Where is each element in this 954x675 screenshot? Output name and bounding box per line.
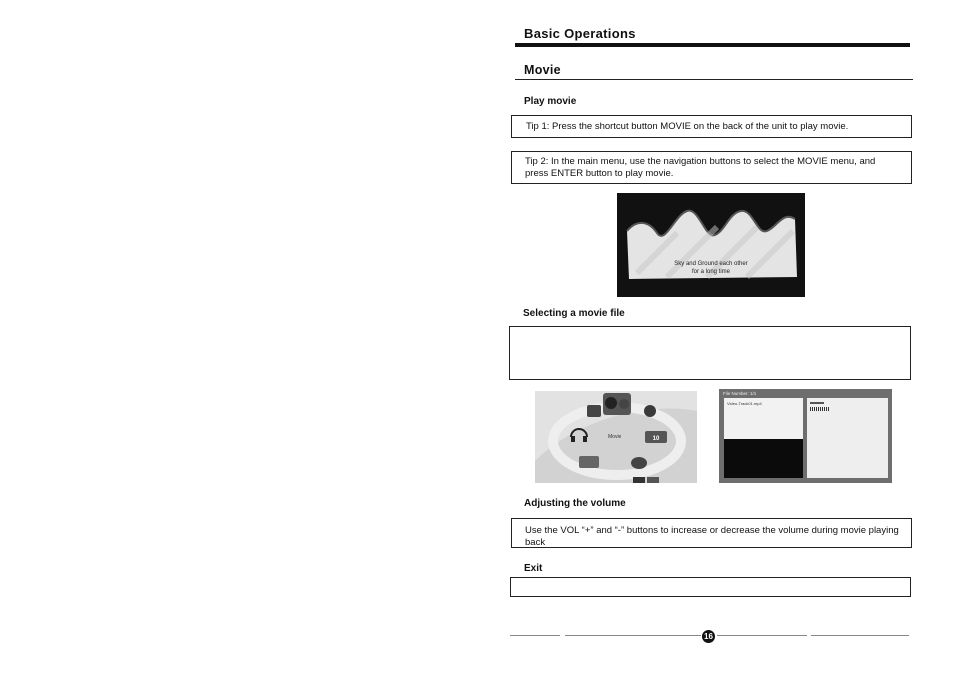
footer-line-right bbox=[811, 635, 909, 636]
footer-line-mid-right bbox=[717, 635, 807, 636]
exit-heading: Exit bbox=[524, 563, 543, 574]
play-movie-heading: Play movie bbox=[524, 96, 577, 107]
section-title: Basic Operations bbox=[524, 26, 636, 41]
file-browser-header: File Number: 1/1 bbox=[723, 391, 757, 396]
file-browser-screenshot bbox=[719, 389, 892, 483]
menu-badge-value: 10 bbox=[652, 436, 660, 442]
movie-frame-image bbox=[617, 193, 805, 297]
movie-subtitle bbox=[617, 260, 805, 276]
preview-panel bbox=[724, 439, 803, 478]
tip1-box bbox=[511, 115, 912, 138]
menu-center-label: Movie bbox=[608, 434, 622, 440]
tip2-box bbox=[511, 151, 912, 184]
footer-line-mid-left bbox=[565, 635, 701, 636]
file-list-entry: Video-Track01.mp4 bbox=[727, 401, 762, 406]
chapter-rule bbox=[515, 79, 913, 80]
subtitle-line-2: for a long time bbox=[691, 269, 731, 275]
tip1-text: Tip 1: Press the shortcut button MOVIE on the back of the unit to play movie. bbox=[526, 121, 849, 132]
volume-text: Use the VOL “+” and “-” buttons to increase or decrease the volume during movie playing back bbox=[525, 525, 899, 548]
volume-box bbox=[511, 518, 912, 548]
subtitle-line-1: Sky and Ground each other bbox=[674, 261, 748, 267]
main-menu-screenshot bbox=[535, 391, 697, 483]
volume-heading: Adjusting the volume bbox=[524, 498, 626, 509]
tip2-text: Tip 2: In the main menu, use the navigation buttons to select the MOVIE menu, and press ENTER button to play movie. bbox=[525, 156, 876, 179]
info-line-1 bbox=[810, 402, 824, 404]
select-file-box bbox=[509, 326, 911, 380]
file-info-panel bbox=[807, 398, 888, 478]
file-list-panel bbox=[724, 398, 803, 439]
info-line-2 bbox=[810, 407, 830, 411]
footer-line-left bbox=[510, 635, 560, 636]
movie-scene-graphic bbox=[617, 193, 805, 297]
header-rule bbox=[515, 43, 910, 47]
select-file-heading: Selecting a movie file bbox=[523, 308, 625, 319]
page-number: 16 bbox=[702, 630, 715, 643]
chapter-title: Movie bbox=[524, 63, 561, 77]
exit-box bbox=[510, 577, 911, 597]
